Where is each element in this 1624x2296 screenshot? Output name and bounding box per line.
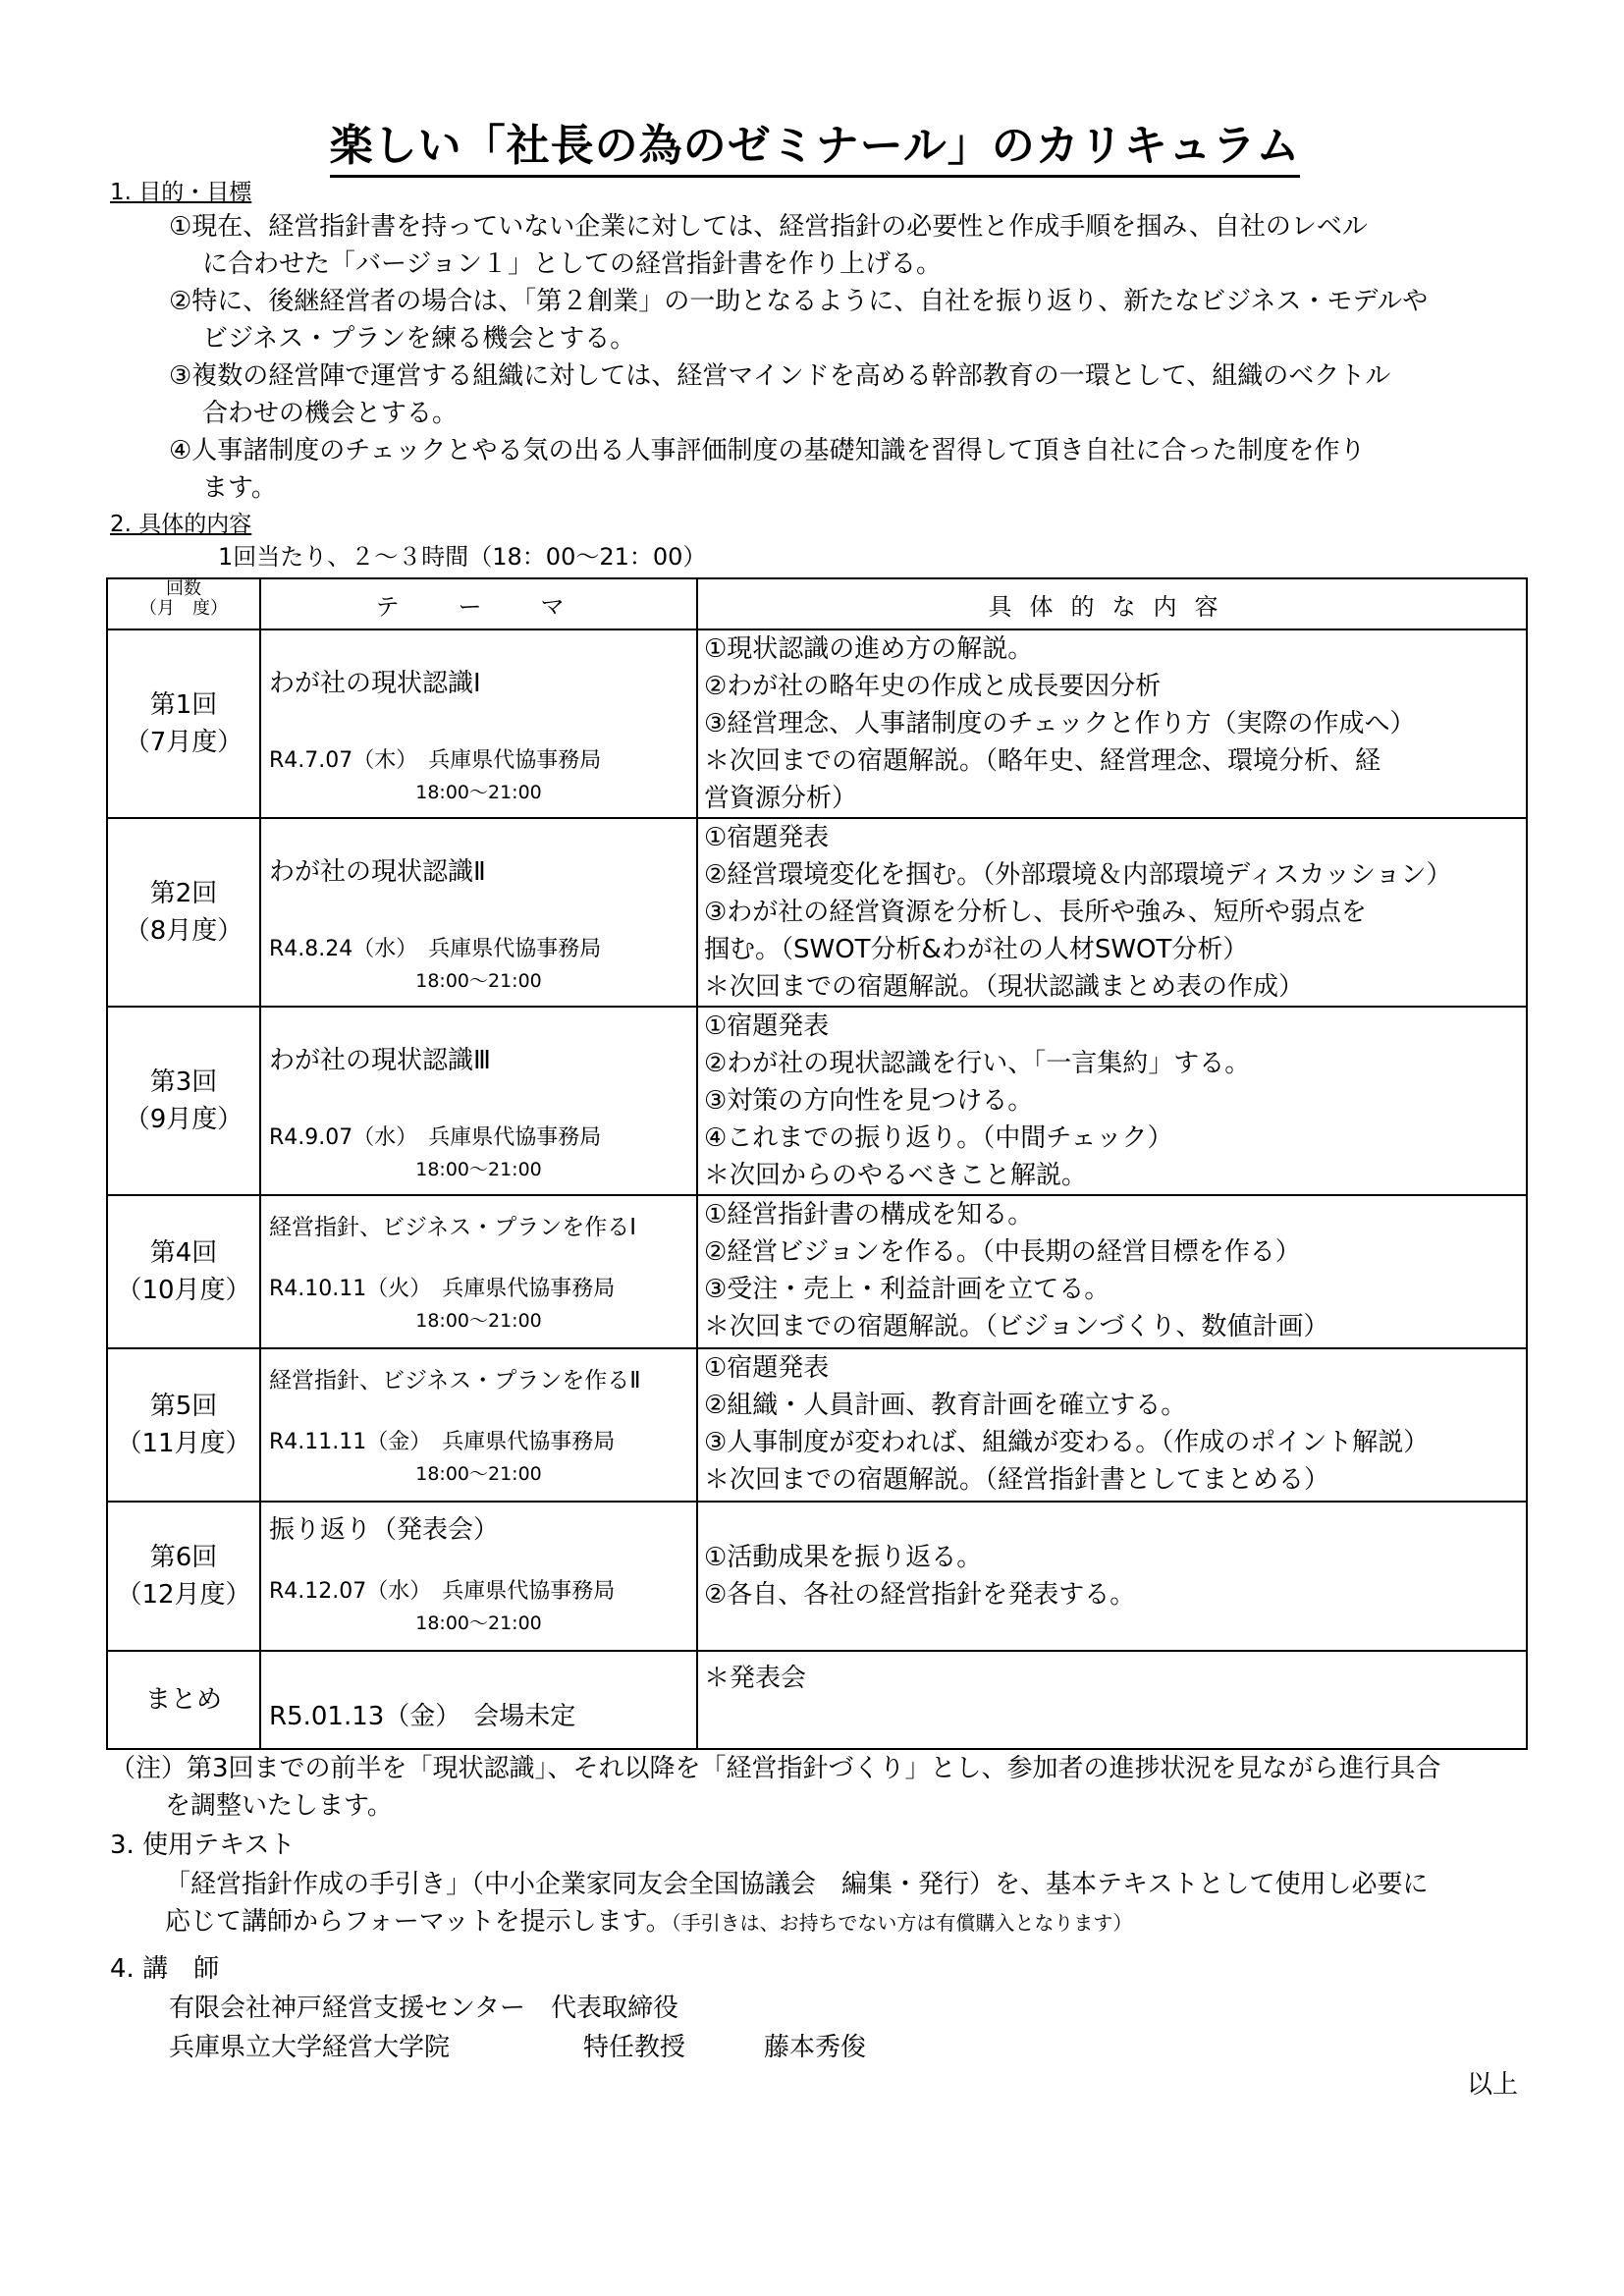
row-kaisu: 第5回: [149, 1392, 218, 1421]
row-theme: わが社の現状認識Ⅲ: [269, 1046, 491, 1075]
content-line: ③経営理念、人事諸制度のチェックと作り方（実際の作成へ）: [704, 709, 1416, 738]
row-date-venue: R4.7.07（木） 兵庫県代協事務局: [269, 748, 602, 773]
row-time: 18:00～21:00: [415, 782, 542, 803]
row-month: （11月度）: [116, 1429, 251, 1458]
page-title-text: 楽しい「社長の為のゼミナール」のカリキュラム: [330, 121, 1301, 178]
section2-subline: 1回当たり、２～３時間（18：00～21：00）: [218, 543, 707, 571]
row-date-venue: R4.8.24（水） 兵庫県代協事務局: [269, 937, 602, 961]
content-line: ④これまでの振り返り。（中間チェック）: [704, 1123, 1173, 1153]
content-line: ①宿題発表: [704, 1011, 830, 1041]
header-kaisu-line1: 回数: [166, 578, 201, 599]
section3-line1: 「経営指針作成の手引き」（中小企業家同友会全国協議会 編集・発行）を、基本テキストとして使用し必要に: [165, 1870, 1429, 1899]
row-kaisu: 第3回: [149, 1067, 218, 1097]
section1-item-3: [169, 357, 1390, 432]
section1-item-1-line1: ①現在、経営指針書を持っていない企業に対しては、経営指針の必要性と作成手順を掴み、自社のレベル: [169, 212, 1368, 242]
row-kaisu-cell: [107, 1195, 260, 1348]
row-kaisu: 第2回: [149, 879, 218, 908]
section3-body: [165, 1866, 1428, 1941]
row-time: 18:00～21:00: [415, 970, 542, 992]
row-time: 18:00～21:00: [415, 1310, 542, 1332]
row-theme-cell: [260, 818, 697, 1007]
section4-org: 兵庫県立大学経営大学院: [169, 2033, 451, 2062]
row-content-cell: [697, 818, 1527, 1007]
section2-heading: 2. 具体的内容: [110, 512, 252, 537]
section1-item-2-line2: ビジネス・プランを練る機会とする。: [202, 324, 636, 354]
content-line: ③受注・売上・利益計画を立てる。: [704, 1275, 1110, 1304]
content-line: ②経営環境変化を掴む。（外部環境＆内部環境ディスカッション）: [704, 860, 1452, 890]
content-line: ③わが社の経営資源を分析し、長所や強み、短所や弱点を: [704, 898, 1367, 927]
row-kaisu: まとめ: [144, 1685, 222, 1715]
row-theme: わが社の現状認識Ⅰ: [269, 669, 481, 698]
section3-line2-main: 応じて講師からフォーマットを提示します。: [165, 1907, 672, 1937]
row-kaisu-cell: [107, 1502, 260, 1651]
content-line: ②わが社の現状認識を行い、「一言集約」する。: [704, 1049, 1251, 1078]
content-line: ＊発表会: [704, 1664, 807, 1693]
section4-line1: 有限会社神戸経営支援センター 代表取締役: [169, 1994, 678, 2023]
row-month: （9月度）: [124, 1105, 244, 1134]
row-kaisu-cell: [107, 818, 260, 1007]
section1-item-2-line1: ②特に、後継経営者の場合は、「第２創業」の一助となるように、自社を振り返り、新たなビジネス・モデルや: [169, 287, 1429, 316]
content-line: ②わが社の略年史の作成と成長要因分析: [704, 672, 1162, 701]
section4-name: 藤本秀俊: [764, 2033, 867, 2062]
row-time: 18:00～21:00: [415, 1159, 542, 1180]
header-kaisu: [107, 578, 260, 629]
row-theme-cell: [260, 629, 697, 818]
content-line: ①活動成果を振り返る。: [704, 1543, 983, 1572]
table-row: [107, 1195, 1527, 1348]
row-content-cell: [697, 1348, 1527, 1502]
content-line: ③対策の方向性を見つける。: [704, 1086, 1034, 1116]
row-kaisu-cell: [107, 1348, 260, 1502]
row-kaisu-cell: [107, 1651, 260, 1749]
content-line: ＊次回までの宿題解説。（略年史、経営理念、環境分析、経: [704, 746, 1381, 776]
row-theme-cell: [260, 1348, 697, 1502]
content-line: ②経営ビジョンを作る。（中長期の経営目標を作る）: [704, 1237, 1301, 1267]
section1-item-1: [169, 208, 1368, 283]
row-theme-cell: [260, 1502, 697, 1651]
table-row: [107, 1502, 1527, 1651]
table-row: [107, 818, 1527, 1007]
content-line: ②組織・人員計画、教育計画を確立する。: [704, 1391, 1187, 1420]
row-kaisu-cell: [107, 629, 260, 818]
row-theme: 振り返り（発表会）: [269, 1515, 500, 1545]
table-row: [107, 1348, 1527, 1502]
section1-item-1-line2: に合わせた「バージョン１」としての経営指針書を作り上げる。: [202, 249, 942, 279]
content-line: ＊次回までの宿題解説。（経営指針書としてまとめる）: [704, 1465, 1330, 1495]
row-date-venue: R4.9.07（水） 兵庫県代協事務局: [269, 1125, 602, 1150]
header-theme: テ ー マ: [260, 578, 697, 629]
section1-item-4: [169, 432, 1366, 507]
row-theme-cell: [260, 1651, 697, 1749]
content-line: 掴む。（SWOT分析&わが社の人材SWOT分析）: [704, 935, 1249, 964]
row-content-cell: [697, 1502, 1527, 1651]
content-line: ＊次回までの宿題解説。（現状認識まとめ表の作成）: [704, 972, 1305, 1002]
note-line2: を調整いたします。: [165, 1791, 393, 1821]
section3-line2-small: （手引きは、お持ちでない方は有償購入となります）: [671, 1911, 1133, 1935]
note-line1: （注）第3回までの前半を「現状認識」、それ以降を「経営指針づくり」とし、参加者の進捗状況を見ながら進行具合: [110, 1754, 1441, 1783]
row-month: （7月度）: [124, 728, 244, 757]
row-theme-cell: [260, 1007, 697, 1195]
row-kaisu: 第1回: [149, 690, 218, 720]
row-theme-cell: [260, 1195, 697, 1348]
content-line: ③人事制度が変われば、組織が変わる。（作成のポイント解説）: [704, 1428, 1430, 1457]
row-month: （10月度）: [116, 1276, 251, 1305]
content-line: ①現状認識の進め方の解説。: [704, 634, 1034, 664]
row-theme: わが社の現状認識Ⅱ: [269, 857, 486, 887]
row-theme: 経営指針、ビジネス・プランを作るⅡ: [269, 1368, 641, 1394]
row-content-cell: [697, 1007, 1527, 1195]
table-row: [107, 1651, 1527, 1749]
section1-item-3-line2: 合わせの機会とする。: [202, 399, 459, 428]
section1-item-4-line2: ます。: [202, 473, 277, 503]
page-title: [108, 110, 1522, 173]
section1-item-2: [169, 283, 1428, 357]
closing-text: 以上: [1467, 2070, 1519, 2100]
section3-line2: [165, 1903, 1428, 1941]
table-header-row: [107, 578, 1527, 629]
content-line: ＊次回までの宿題解説。（ビジョンづくり、数値計画）: [704, 1312, 1329, 1341]
row-content-cell: [697, 1651, 1527, 1749]
curriculum-table: [106, 577, 1528, 1750]
row-date-venue: R4.12.07（水） 兵庫県代協事務局: [269, 1579, 616, 1604]
row-kaisu: 第6回: [149, 1543, 218, 1572]
content-line: ①宿題発表: [704, 1353, 830, 1383]
row-content-cell: [697, 629, 1527, 818]
row-month: （8月度）: [124, 916, 244, 946]
content-line: ①経営指針書の構成を知る。: [704, 1200, 1034, 1230]
section3-heading: 3. 使用テキスト: [110, 1831, 296, 1860]
header-content: 具体的な内容: [697, 578, 1527, 629]
row-date-venue: R4.11.11（金） 兵庫県代協事務局: [269, 1430, 616, 1454]
row-content-cell: [697, 1195, 1527, 1348]
section1-item-3-line1: ③複数の経営陣で運営する組織に対しては、経営マインドを高める幹部教育の一環として、組織のベクトル: [169, 361, 1391, 391]
table-row: [107, 1007, 1527, 1195]
row-kaisu-cell: [107, 1007, 260, 1195]
row-theme: 経営指針、ビジネス・プランを作るⅠ: [269, 1215, 637, 1240]
row-month: （12月度）: [116, 1580, 251, 1610]
section4-heading: 4. 講 師: [110, 1954, 220, 1984]
table-row: [107, 629, 1527, 818]
section1-item-4-line1: ④人事諸制度のチェックとやる気の出る人事評価制度の基礎知識を習得して頂き自社に合った制度を作り: [169, 436, 1366, 465]
row-time: 18:00～21:00: [415, 1463, 542, 1485]
section1-heading: 1. 目的・目標: [110, 180, 252, 205]
content-line: ＊次回からのやるべきこと解説。: [704, 1161, 1088, 1190]
row-kaisu: 第4回: [149, 1238, 218, 1268]
section4-title: 特任教授: [583, 2033, 686, 2062]
content-line: ①宿題発表: [704, 823, 830, 852]
row-time: 18:00～21:00: [415, 1613, 542, 1634]
note: [110, 1750, 1441, 1825]
row-date-venue: R5.01.13（金） 会場未定: [269, 1702, 576, 1731]
header-kaisu-line2: （月 度）: [139, 598, 228, 619]
content-line: 営資源分析）: [704, 784, 858, 813]
row-date-venue: R4.10.11（火） 兵庫県代協事務局: [269, 1277, 616, 1301]
content-line: ②各自、各社の経営指針を発表する。: [704, 1580, 1136, 1610]
